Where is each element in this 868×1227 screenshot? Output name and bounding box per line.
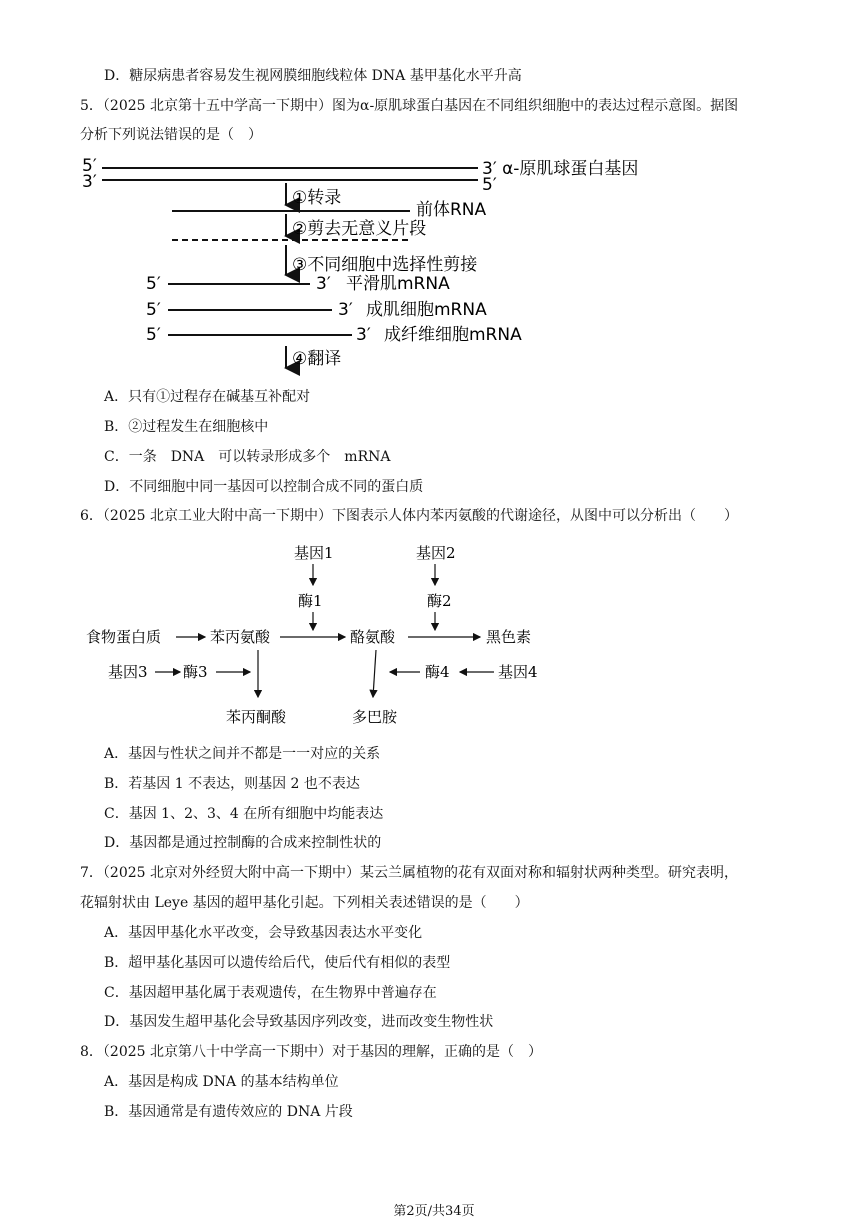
dna-right-5-label: 5′ xyxy=(482,175,497,195)
phe-label: 苯丙氨酸 xyxy=(210,628,271,646)
q8-option-b: B．基因通常是有遗传效应的 DNA 片段 xyxy=(104,1104,353,1120)
q5-diagram xyxy=(0,150,868,380)
tyr-label: 酪氨酸 xyxy=(350,628,396,646)
gene2-label: 基因2 xyxy=(416,544,456,562)
gene4-label: 基因4 xyxy=(498,663,538,681)
q5-option-b: B．②过程发生在细胞核中 xyxy=(104,419,269,435)
q5-option-c: C．一条 DNA 可以转录形成多个 mRNA xyxy=(104,449,391,465)
q8-option-a: A．基因是构成 DNA 的基本结构单位 xyxy=(104,1074,339,1090)
q7-option-d: D．基因发生超甲基化会导致基因序列改变，进而改变生物性状 xyxy=(104,1014,494,1030)
food-protein-label: 食物蛋白质 xyxy=(86,628,162,646)
step1-label: ①转录 xyxy=(292,188,342,208)
mrna2-3-label: 3′ xyxy=(338,300,353,320)
q8-stem: 8．（2025 北京第八十中学高一下期中）对于基因的理解，正确的是（ ） xyxy=(80,1044,542,1060)
mrna1-5-label: 5′ xyxy=(146,274,161,294)
mrna3-5-label: 5′ xyxy=(146,325,161,345)
q7-option-b: B．超甲基化基因可以遗传给后代，使后代有相似的表型 xyxy=(104,955,451,971)
q7-option-c: C．基因超甲基化属于表观遗传，在生物界中普遍存在 xyxy=(104,985,437,1001)
q6-option-d: D．基因都是通过控制酶的合成来控制性状的 xyxy=(104,835,382,851)
enzyme4-label: 酶4 xyxy=(425,663,450,681)
q7-stem-line1: 7．（2025 北京对外经贸大附中高一下期中）某云兰属植物的花有双面对称和辐射状两种类型。研究表明， xyxy=(80,865,738,881)
dna-gene-label: 3′ α-原肌球蛋白基因 xyxy=(482,159,639,179)
dna-bottom-3-label: 3′ xyxy=(82,172,97,192)
enzyme1-label: 酶1 xyxy=(298,592,323,610)
q5-option-a: A．只有①过程存在碱基互补配对 xyxy=(104,389,311,405)
q6-option-a: A．基因与性状之间并不都是一一对应的关系 xyxy=(104,746,381,762)
page-number-footer: 第2页/共34页 xyxy=(393,1204,475,1219)
q5-stem-line1: 5．（2025 北京第十五中学高一下期中）图为α-原肌球蛋白基因在不同组织细胞中的表达过程示意图。据图 xyxy=(80,98,739,114)
q7-stem-line2: 花辐射状由 Leye 基因的超甲基化引起。下列相关表述错误的是（ ） xyxy=(80,895,529,911)
q6-option-c: C．基因 1、2、3、4 在所有细胞中均能表达 xyxy=(104,806,384,822)
step2-label: ②剪去无意义片段 xyxy=(292,219,427,239)
q6-diagram xyxy=(0,535,868,735)
q5-option-d: D．不同细胞中同一基因可以控制合成不同的蛋白质 xyxy=(104,479,424,495)
q6-option-b: B．若基因 1 不表达，则基因 2 也不表达 xyxy=(104,776,360,792)
enzyme3-label: 酶3 xyxy=(183,663,208,681)
q4-option-d: D．糖尿病患者容易发生视网膜细胞线粒体 DNA 基甲基化水平升高 xyxy=(104,68,522,84)
mrna1-3-label: 3′ xyxy=(316,274,331,294)
enzyme2-label: 酶2 xyxy=(427,592,452,610)
tyr-to-dopamine-arrow xyxy=(373,650,376,697)
q5-stem-line2: 分析下列说法错误的是（ ） xyxy=(80,127,262,143)
mrna3-3-label: 3′ xyxy=(356,325,371,345)
gene3-label: 基因3 xyxy=(108,663,148,681)
pre-rna-label: 前体RNA xyxy=(416,200,487,220)
step3-label: ③不同细胞中选择性剪接 xyxy=(292,255,478,275)
dopamine-label: 多巴胺 xyxy=(352,708,398,726)
gene1-label: 基因1 xyxy=(294,544,334,562)
melanin-label: 黑色素 xyxy=(486,628,532,646)
q7-option-a: A．基因甲基化水平改变，会导致基因表达水平变化 xyxy=(104,925,423,941)
mrna2-label: 成肌细胞mRNA xyxy=(366,300,487,320)
mrna3-label: 成纤维细胞mRNA xyxy=(384,325,522,345)
mrna2-5-label: 5′ xyxy=(146,300,161,320)
mrna1-label: 平滑肌mRNA xyxy=(346,274,450,294)
dna-top-5-label: 5′ xyxy=(82,156,97,176)
step4-label: ④翻译 xyxy=(292,349,342,369)
ppa-label: 苯丙酮酸 xyxy=(226,708,287,726)
q6-stem: 6．（2025 北京工业大附中高一下期中）下图表示人体内苯丙氨酸的代谢途径，从图中可以分析出（ ） xyxy=(80,508,738,524)
